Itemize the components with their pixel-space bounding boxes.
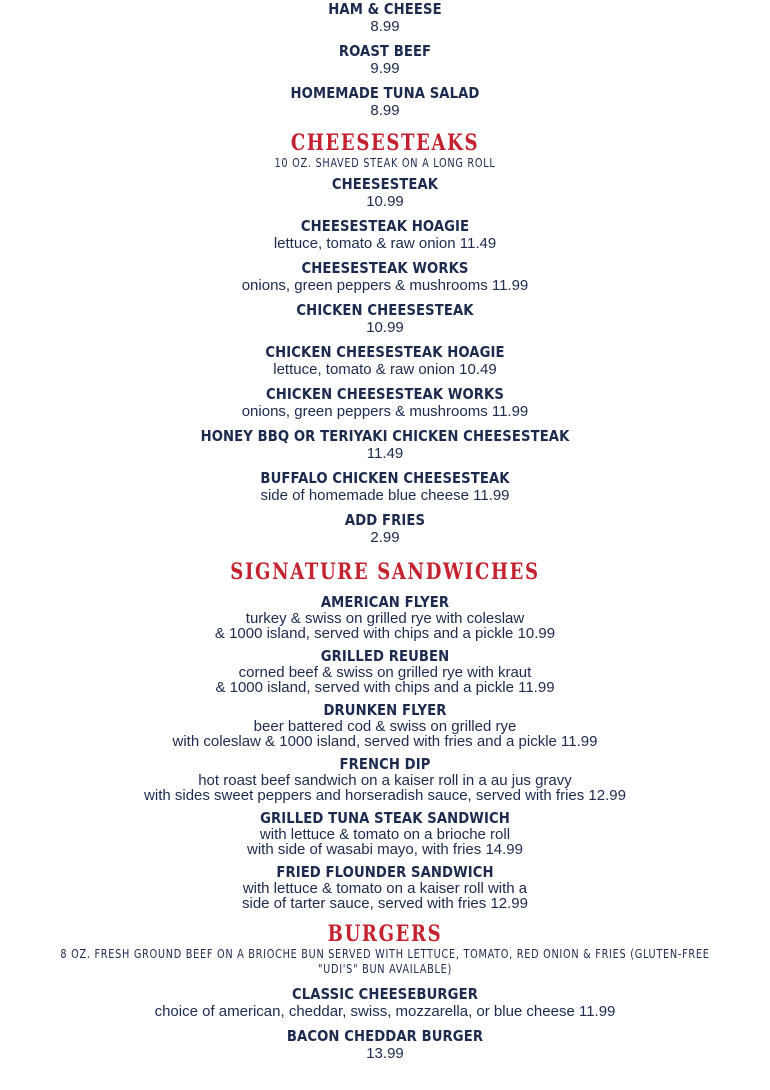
item-description: beer battered cod & swiss on grilled rye <box>253 718 517 735</box>
item-description: with side of wasabi mayo, with fries 14.99 <box>247 841 523 858</box>
item-name: ROAST BEEF <box>338 42 432 60</box>
section-title-signature-sandwiches: SIGNATURE SANDWICHES <box>230 559 540 585</box>
section-title-cheesesteaks: CHEESESTEAKS <box>290 130 480 156</box>
item-name: HAM & CHEESE <box>328 0 442 18</box>
item-name: CHICKEN CHEESESTEAK WORKS <box>266 385 504 403</box>
item-line: 11.49 <box>366 445 404 462</box>
menu-item <box>0 217 770 253</box>
item-name: DRUNKEN FLYER <box>323 701 447 719</box>
menu-item <box>0 427 770 463</box>
item-line: 10.99 <box>366 319 404 336</box>
item-name: CHICKEN CHEESESTEAK <box>296 301 474 319</box>
section-note: 8 OZ. FRESH GROUND BEEF ON A BRIOCHE BUN SERVED WITH LETTUCE, TOMATO, RED ONION & FRIES (GLUTEN-FREE <box>60 947 710 961</box>
item-line: onions, green peppers & mushrooms 11.99 <box>241 403 529 420</box>
menu-item <box>0 385 770 421</box>
item-name: GRILLED REUBEN <box>320 647 450 665</box>
item-name: HOMEMADE TUNA SALAD <box>290 84 480 102</box>
item-description: corned beef & swiss on grilled rye with kraut <box>238 664 532 681</box>
item-description: with coleslaw & 1000 island, served with fries and a pickle 11.99 <box>172 733 598 750</box>
menu-item <box>0 301 770 337</box>
item-name: FRIED FLOUNDER SANDWICH <box>276 863 494 881</box>
menu-item <box>0 42 770 78</box>
item-name: AMERICAN FLYER <box>320 593 450 611</box>
item-name: BACON CHEDDAR BURGER <box>286 1027 484 1045</box>
item-description: side of tarter sauce, served with fries 12.99 <box>242 895 528 912</box>
item-name: BUFFALO CHICKEN CHEESESTEAK <box>260 469 510 487</box>
section-title-burgers: BURGERS <box>327 921 443 947</box>
item-name: GRILLED TUNA STEAK SANDWICH <box>260 809 510 827</box>
item-price: 9.99 <box>370 60 400 77</box>
menu-item <box>0 647 770 695</box>
item-name: CLASSIC CHEESEBURGER <box>292 985 478 1003</box>
menu-item <box>0 985 770 1021</box>
menu-item <box>0 863 770 911</box>
menu-item <box>0 0 770 36</box>
item-line: choice of american, cheddar, swiss, mozzarella, or blue cheese 11.99 <box>154 1003 616 1020</box>
menu-item <box>0 84 770 120</box>
item-description: hot roast beef sandwich on a kaiser roll in a au jus gravy <box>198 772 572 789</box>
menu-item <box>0 259 770 295</box>
menu-item <box>0 1027 770 1063</box>
item-name: ADD FRIES <box>344 511 426 529</box>
item-price: 8.99 <box>370 102 400 119</box>
item-name: FRENCH DIP <box>339 755 431 773</box>
menu-item <box>0 175 770 211</box>
item-name: CHEESESTEAK HOAGIE <box>300 217 470 235</box>
item-description: & 1000 island, served with chips and a pickle 10.99 <box>214 625 556 642</box>
item-description: & 1000 island, served with chips and a pickle 11.99 <box>215 679 555 696</box>
menu-item <box>0 469 770 505</box>
item-description: with lettuce & tomato on a brioche roll <box>259 826 511 843</box>
menu-item <box>0 809 770 857</box>
item-description: with lettuce & tomato on a kaiser roll with a <box>242 880 528 897</box>
item-line: side of homemade blue cheese 11.99 <box>260 487 510 504</box>
item-description: turkey & swiss on grilled rye with coleslaw <box>245 610 525 627</box>
section-note: 10 OZ. SHAVED STEAK ON A LONG ROLL <box>274 156 496 170</box>
item-name: CHEESESTEAK WORKS <box>301 259 469 277</box>
section-note: "UDI'S" BUN AVAILABLE) <box>317 962 453 976</box>
item-line: lettuce, tomato & raw onion 10.49 <box>273 361 497 378</box>
menu-item <box>0 701 770 749</box>
item-line: 10.99 <box>366 193 404 210</box>
item-line: lettuce, tomato & raw onion 11.49 <box>273 235 497 252</box>
item-line: 13.99 <box>366 1045 404 1062</box>
item-price: 8.99 <box>370 18 400 35</box>
menu-item <box>0 755 770 803</box>
menu-item <box>0 511 770 547</box>
item-line: onions, green peppers & mushrooms 11.99 <box>241 277 529 294</box>
item-name: CHICKEN CHEESESTEAK HOAGIE <box>265 343 505 361</box>
item-name: CHEESESTEAK <box>331 175 439 193</box>
item-line: 2.99 <box>370 529 400 546</box>
menu-item <box>0 593 770 641</box>
item-name: HONEY BBQ OR TERIYAKI CHICKEN CHEESESTEAK <box>200 427 570 445</box>
menu-item <box>0 343 770 379</box>
item-description: with sides sweet peppers and horseradish sauce, served with fries 12.99 <box>144 787 626 804</box>
